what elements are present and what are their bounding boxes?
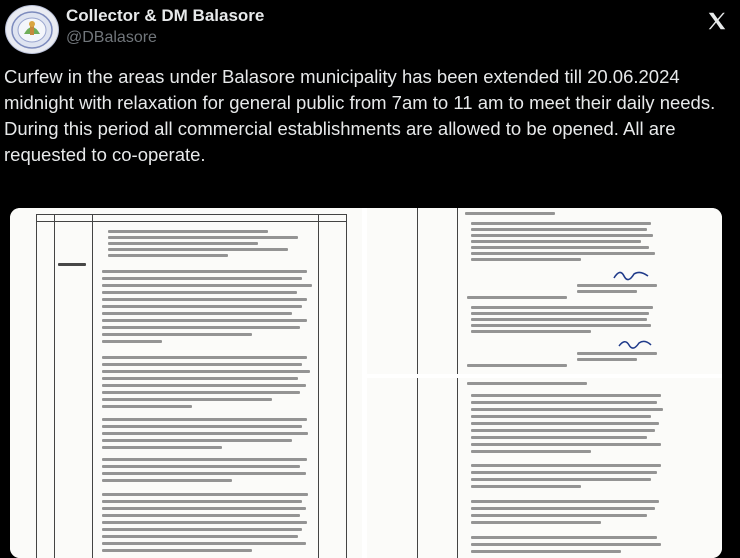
document-text-line	[471, 222, 651, 225]
document-text-line	[102, 377, 298, 380]
document-text-line	[471, 422, 659, 425]
document-text-line	[102, 479, 232, 482]
document-text-line	[471, 408, 663, 411]
document-text-line	[102, 326, 300, 329]
document-text-line	[471, 464, 661, 467]
document-text-line	[102, 312, 292, 315]
document-text-line	[102, 507, 306, 510]
signature-image	[617, 336, 653, 352]
document-text-line	[102, 384, 306, 387]
document-text-line	[102, 446, 222, 449]
x-logo-icon	[706, 10, 728, 32]
document-text-line	[471, 543, 661, 546]
document-text-line	[471, 258, 581, 261]
document-text-line	[471, 324, 651, 327]
document-text-line	[467, 296, 567, 299]
document-text-line	[471, 318, 647, 321]
document-text-line	[102, 500, 302, 503]
document-text-line	[471, 312, 649, 315]
document-text-line	[102, 319, 307, 322]
document-text-line	[108, 254, 228, 257]
document-text-line	[471, 246, 649, 249]
document-text-line	[471, 394, 661, 397]
district-emblem-icon	[10, 10, 54, 50]
document-text-line	[471, 514, 647, 517]
avatar[interactable]	[5, 5, 59, 54]
display-name[interactable]: Collector & DM Balasore	[66, 6, 265, 25]
document-text-line	[577, 290, 637, 293]
document-text-line	[577, 358, 637, 361]
document-text-line	[471, 306, 653, 309]
document-text-line	[108, 236, 298, 239]
document-text-line	[102, 398, 272, 401]
document-text-line	[471, 240, 641, 243]
document-text-line	[102, 298, 307, 301]
document-text-line	[102, 493, 308, 496]
document-text-line	[467, 364, 567, 367]
document-text-line	[102, 542, 306, 545]
document-text-line	[102, 549, 252, 552]
document-text-line	[471, 228, 647, 231]
document-text-line	[467, 382, 587, 385]
document-text-line	[471, 521, 601, 524]
document-text-line	[102, 370, 310, 373]
document-text-line	[471, 234, 653, 237]
document-text-line	[577, 284, 657, 287]
document-text-line	[102, 458, 307, 461]
document-text-line	[102, 535, 298, 538]
document-text-line	[102, 439, 292, 442]
document-text-line	[102, 514, 300, 517]
document-text-line	[102, 363, 302, 366]
document-text-line	[102, 333, 252, 336]
document-text-line	[471, 507, 655, 510]
tweet-text: Curfew in the areas under Balasore municipality has been extended till 20.06.2024 midnight with relaxation for general public from 7am to 11 am to meet their daily needs. During this period all commercial establishments are allowed to be opened. All are requested to co-operate.	[4, 66, 716, 165]
document-text-line	[471, 436, 647, 439]
document-text-line	[102, 405, 192, 408]
signature-image	[612, 266, 652, 284]
document-text-line	[102, 418, 307, 421]
document-page-order	[10, 208, 362, 558]
document-text-line	[108, 230, 268, 233]
document-text-line	[471, 500, 659, 503]
document-text-line	[471, 429, 655, 432]
document-text-line	[471, 330, 591, 333]
document-text-line	[102, 356, 307, 359]
document-text-line	[102, 521, 307, 524]
document-text-line	[471, 471, 657, 474]
document-text-line	[471, 252, 655, 255]
document-text-line	[102, 340, 162, 343]
document-text-line	[102, 284, 312, 287]
document-text-line	[471, 450, 591, 453]
document-page-memo-bottom	[367, 378, 722, 558]
attached-document-image[interactable]	[10, 208, 722, 558]
document-text-line	[471, 401, 657, 404]
document-text-line	[465, 212, 555, 215]
document-text-line	[108, 248, 288, 251]
document-text-line	[102, 291, 297, 294]
document-text-line	[102, 425, 302, 428]
account-handle[interactable]: @DBalasore	[66, 29, 157, 46]
document-page-memo-top	[367, 208, 722, 374]
document-text-line	[102, 528, 302, 531]
document-text-line	[102, 465, 300, 468]
document-text-line	[471, 485, 581, 488]
document-text-line	[471, 550, 621, 553]
document-text-line	[108, 242, 258, 245]
document-text-line	[102, 432, 308, 435]
document-text-line	[102, 391, 300, 394]
document-text-line	[577, 352, 657, 355]
document-text-line	[102, 305, 302, 308]
document-text-line	[102, 270, 307, 273]
document-text-line	[102, 277, 302, 280]
document-text-line	[471, 443, 661, 446]
document-text-line	[471, 478, 651, 481]
document-text-line	[471, 415, 651, 418]
document-text-line	[102, 472, 306, 475]
document-text-line	[471, 536, 657, 539]
